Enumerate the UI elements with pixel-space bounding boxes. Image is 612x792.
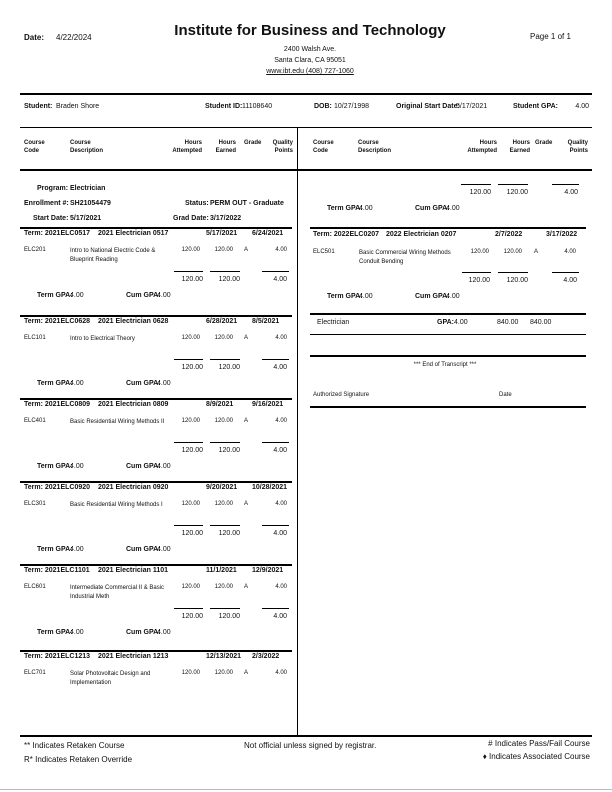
term-name: 2021 Electrician 0920 — [98, 484, 169, 491]
course-description: Intermediate Commercial II & Basic Industrial Meth — [70, 585, 165, 600]
course-hours-attempted: 120.00 — [181, 418, 200, 424]
term-gpa-label: Term GPA: — [37, 463, 73, 470]
course-description: Intro to National Electric Code & Blueprint Reading — [70, 248, 156, 263]
total-qp-line — [262, 271, 289, 272]
term-rule — [20, 398, 292, 400]
term-name: 2021 Electrician 0628 — [98, 318, 169, 325]
total-attempted-line — [174, 359, 203, 360]
start-date-label: Start Date: — [33, 215, 69, 222]
term-gpa-label: Term GPA: — [37, 546, 73, 553]
carry-hours-earned: 120.00 — [506, 189, 528, 196]
term-code: Term: 2021ELC1101 — [24, 567, 90, 574]
course-quality-points: 4.00 — [275, 501, 287, 507]
col-grade: Grade — [244, 140, 262, 146]
right-course-desc: Basic Commercial Wiring Methods Conduit Bending — [359, 250, 451, 265]
course-code: ELC701 — [24, 670, 46, 676]
right-total-earned: 120.00 — [506, 277, 528, 284]
signature-date-label: Date — [499, 392, 512, 398]
original-start-value: 5/17/2021 — [456, 103, 488, 110]
carry-term-gpa: 4.00 — [359, 205, 373, 212]
summary-hours-earned: 840.00 — [530, 319, 552, 326]
cum-gpa-label: Cum GPA: — [126, 629, 161, 636]
term-gpa-label: Term GPA: — [37, 380, 73, 387]
header-rule — [20, 93, 592, 95]
col-course-desc-right: Course Description — [358, 140, 392, 154]
summary-gpa: 4.00 — [454, 319, 468, 326]
right-course-grade: A — [534, 249, 539, 255]
cum-gpa-label: Cum GPA: — [126, 380, 161, 387]
right-cum-gpa: 4.00 — [446, 293, 460, 300]
term-gpa: 4.00 — [70, 292, 84, 299]
address-line-1: 2400 Walsh Ave. — [283, 46, 337, 53]
term-end-date: 6/24/2021 — [252, 230, 284, 237]
term-gpa: 4.00 — [70, 546, 84, 553]
end-transcript-rule — [310, 355, 586, 357]
right-course-qp: 4.00 — [564, 249, 576, 255]
right-total-qp: 4.00 — [563, 277, 577, 284]
term-code: Term: 2021ELC0517 — [24, 230, 91, 237]
program-label: Program: — [37, 185, 69, 192]
term-start-date: 6/28/2021 — [206, 318, 238, 325]
total-earned-line — [210, 359, 240, 360]
total-qp-line — [262, 525, 289, 526]
term-rule — [20, 650, 292, 652]
course-grade: A — [244, 501, 249, 507]
col-course-desc: Course Description — [70, 140, 104, 154]
right-total-attempted: 120.00 — [468, 277, 490, 284]
total-quality-points: 4.00 — [273, 530, 287, 537]
total-hours-earned: 120.00 — [218, 613, 240, 620]
column-heading-rule — [20, 169, 592, 171]
term-start-date: 12/13/2021 — [206, 653, 242, 660]
term-rule — [20, 481, 292, 483]
cum-gpa: 4.00 — [157, 292, 171, 299]
term-end-date: 10/28/2021 — [252, 484, 288, 491]
course-hours-attempted: 120.00 — [181, 335, 200, 341]
col-hours-attempted-right: Hours Attempted — [467, 140, 497, 154]
course-quality-points: 4.00 — [275, 247, 287, 253]
student-id-label: Student ID: — [205, 103, 243, 110]
course-hours-attempted: 120.00 — [181, 584, 200, 590]
right-course-earned: 120.00 — [503, 249, 522, 255]
course-code: ELC401 — [24, 418, 46, 424]
pass-fail-note: # Indicates Pass/Fail Course — [488, 739, 590, 748]
retaken-note: ** Indicates Retaken Course — [24, 741, 125, 750]
total-hours-attempted: 120.00 — [181, 276, 203, 283]
course-hours-earned: 120.00 — [214, 335, 233, 341]
override-note: R* Indicates Retaken Override — [24, 755, 133, 764]
total-quality-points: 4.00 — [273, 613, 287, 620]
term-end-date: 12/9/2021 — [252, 567, 284, 574]
summary-bottom-rule — [310, 334, 586, 335]
summary-gpa-label: GPA: — [437, 319, 454, 326]
carry-qp-line — [552, 184, 579, 185]
program-value: Electrician — [70, 185, 106, 192]
course-code: ELC601 — [24, 584, 46, 590]
not-official-note: Not official unless signed by registrar. — [244, 741, 377, 750]
original-start-label: Original Start Date: — [396, 103, 460, 110]
right-term-name: 2022 Electrician 0207 — [386, 231, 457, 238]
carry-att-line — [461, 184, 491, 185]
info-rule — [20, 127, 592, 128]
course-grade: A — [244, 670, 249, 676]
footer-rule — [20, 735, 592, 737]
total-hours-attempted: 120.00 — [181, 613, 203, 620]
right-tot-att-line — [462, 272, 491, 273]
course-hours-attempted: 120.00 — [181, 247, 200, 253]
course-quality-points: 4.00 — [275, 418, 287, 424]
right-term-gpa: 4.00 — [359, 293, 373, 300]
term-name: 2021 Electrician 1213 — [98, 653, 169, 660]
total-hours-attempted: 120.00 — [181, 530, 203, 537]
total-earned-line — [210, 442, 240, 443]
total-attempted-line — [174, 271, 203, 272]
total-quality-points: 4.00 — [273, 364, 287, 371]
end-of-transcript: *** End of Transcript *** — [413, 362, 477, 368]
total-hours-earned: 120.00 — [218, 276, 240, 283]
total-attempted-line — [174, 442, 203, 443]
total-quality-points: 4.00 — [273, 447, 287, 454]
right-course-attempted: 120.00 — [470, 249, 489, 255]
total-hours-attempted: 120.00 — [181, 364, 203, 371]
grad-date-value: 3/17/2022 — [210, 215, 242, 222]
signature-line — [310, 406, 586, 408]
term-gpa: 4.00 — [70, 380, 84, 387]
total-qp-line — [262, 442, 289, 443]
address-line-2: Santa Clara, CA 95051 — [274, 57, 346, 64]
carry-cum-gpa: 4.00 — [446, 205, 460, 212]
course-description: Solar Photovoltaic Design and Implementation — [70, 671, 151, 686]
right-term-code: Term: 2022ELC0207 — [313, 231, 380, 238]
total-earned-line — [210, 608, 240, 609]
student-label: Student: — [24, 103, 53, 110]
course-quality-points: 4.00 — [275, 670, 287, 676]
total-hours-attempted: 120.00 — [181, 447, 203, 454]
course-code: ELC201 — [24, 247, 46, 253]
cum-gpa-label: Cum GPA: — [126, 292, 161, 299]
total-attempted-line — [174, 525, 203, 526]
course-grade: A — [244, 418, 249, 424]
date-label: Date: — [24, 33, 45, 42]
enrollment-label: Enrollment #: — [24, 200, 69, 207]
course-hours-earned: 120.00 — [214, 247, 233, 253]
term-name: 2021 Electrician 1101 — [98, 567, 169, 574]
carry-earned-line — [498, 184, 528, 185]
term-gpa-label: Term GPA: — [37, 292, 73, 299]
student-gpa-label: Student GPA: — [513, 103, 558, 110]
term-end-date: 9/16/2021 — [252, 401, 284, 408]
term-start-date: 8/9/2021 — [206, 401, 234, 408]
summary-hours-attempted: 840.00 — [497, 319, 519, 326]
term-rule — [20, 227, 292, 229]
col-quality-points-right: Quality Points — [567, 140, 588, 154]
course-hours-earned: 120.00 — [214, 584, 233, 590]
right-term-gpa-label: Term GPA: — [327, 293, 363, 300]
term-end-date: 2/3/2022 — [252, 653, 280, 660]
right-term-end: 3/17/2022 — [546, 231, 578, 238]
student-id: 11108640 — [242, 103, 273, 110]
total-hours-earned: 120.00 — [218, 447, 240, 454]
col-course-code: Course Code — [24, 140, 45, 154]
course-hours-attempted: 120.00 — [181, 501, 200, 507]
course-hours-earned: 120.00 — [214, 670, 233, 676]
carry-cum-gpa-label: Cum GPA: — [415, 205, 450, 212]
associated-note: ♦ Indicates Associated Course — [482, 752, 590, 761]
total-earned-line — [210, 525, 240, 526]
cum-gpa: 4.00 — [157, 546, 171, 553]
term-gpa: 4.00 — [70, 463, 84, 470]
col-hours-attempted: Hours Attempted — [172, 140, 202, 154]
term-start-date: 9/20/2021 — [206, 484, 238, 491]
total-hours-earned: 120.00 — [218, 530, 240, 537]
term-end-date: 8/5/2021 — [252, 318, 280, 325]
grad-date-label: Grad Date: — [173, 215, 209, 222]
term-code: Term: 2021ELC0809 — [24, 401, 91, 408]
total-quality-points: 4.00 — [273, 276, 287, 283]
col-hours-earned: Hours Earned — [215, 140, 236, 154]
date-value: 4/22/2024 — [56, 33, 92, 42]
total-qp-line — [262, 359, 289, 360]
page-number: Page 1 of 1 — [530, 32, 571, 41]
right-term-rule — [310, 227, 586, 229]
term-code: Term: 2021ELC0628 — [24, 318, 91, 325]
right-term-start: 2/7/2022 — [495, 231, 523, 238]
total-attempted-line — [174, 608, 203, 609]
course-quality-points: 4.00 — [275, 584, 287, 590]
student-name: Braden Shore — [56, 103, 100, 110]
term-start-date: 11/1/2021 — [206, 567, 237, 574]
right-tot-earned-line — [498, 272, 528, 273]
course-grade: A — [244, 335, 249, 341]
cum-gpa-label: Cum GPA: — [126, 463, 161, 470]
status-value: PERM OUT - Graduate — [210, 200, 284, 207]
total-qp-line — [262, 608, 289, 609]
start-date-value: 5/17/2021 — [70, 215, 102, 222]
course-hours-earned: 120.00 — [214, 418, 233, 424]
address-line-3: www.ibt.edu (408) 727-1060 — [266, 68, 354, 75]
dob-label: DOB: — [314, 103, 332, 110]
term-gpa: 4.00 — [70, 629, 84, 636]
course-grade: A — [244, 247, 249, 253]
cum-gpa: 4.00 — [157, 629, 171, 636]
col-grade-right: Grade — [535, 140, 553, 146]
term-rule — [20, 564, 292, 566]
course-hours-earned: 120.00 — [214, 501, 233, 507]
course-quality-points: 4.00 — [275, 335, 287, 341]
term-code: Term: 2021ELC0920 — [24, 484, 91, 491]
cum-gpa: 4.00 — [157, 463, 171, 470]
total-hours-earned: 120.00 — [218, 364, 240, 371]
right-course-code: ELC501 — [313, 249, 335, 255]
page-bottom-rule — [0, 789, 612, 790]
carry-hours-attempted: 120.00 — [469, 189, 491, 196]
term-start-date: 5/17/2021 — [206, 230, 238, 237]
course-description: Intro to Electrical Theory — [70, 336, 135, 342]
total-earned-line — [210, 271, 240, 272]
status-label: Status: — [185, 200, 209, 207]
carry-term-gpa-label: Term GPA: — [327, 205, 363, 212]
course-grade: A — [244, 584, 249, 590]
carry-quality-points: 4.00 — [564, 189, 578, 196]
term-name: 2021 Electrician 0517 — [98, 230, 169, 237]
col-hours-earned-right: Hours Earned — [509, 140, 530, 154]
column-divider — [297, 128, 298, 736]
student-gpa-value: 4.00 — [575, 103, 589, 110]
course-description: Basic Residential Wiring Methods II — [70, 419, 165, 425]
school-name: Institute for Business and Technology — [174, 22, 446, 39]
course-hours-attempted: 120.00 — [181, 670, 200, 676]
authorized-signature-label: Authorized Signature — [313, 392, 370, 398]
term-name: 2021 Electrician 0809 — [98, 401, 169, 408]
summary-program: Electrician — [317, 319, 350, 326]
term-gpa-label: Term GPA: — [37, 629, 73, 636]
dob-value: 10/27/1998 — [334, 103, 370, 110]
col-course-code-right: Course Code — [313, 140, 334, 154]
enrollment-value: SH21054479 — [70, 200, 111, 207]
right-tot-qp-line — [552, 272, 579, 273]
summary-rule — [310, 313, 586, 315]
term-code: Term: 2021ELC1213 — [24, 653, 91, 660]
course-description: Basic Residential Wiring Methods I — [70, 502, 163, 508]
right-cum-gpa-label: Cum GPA: — [415, 293, 450, 300]
course-code: ELC101 — [24, 335, 46, 341]
course-code: ELC301 — [24, 501, 46, 507]
cum-gpa: 4.00 — [157, 380, 171, 387]
term-rule — [20, 315, 292, 317]
col-quality-points: Quality Points — [272, 140, 293, 154]
cum-gpa-label: Cum GPA: — [126, 546, 161, 553]
